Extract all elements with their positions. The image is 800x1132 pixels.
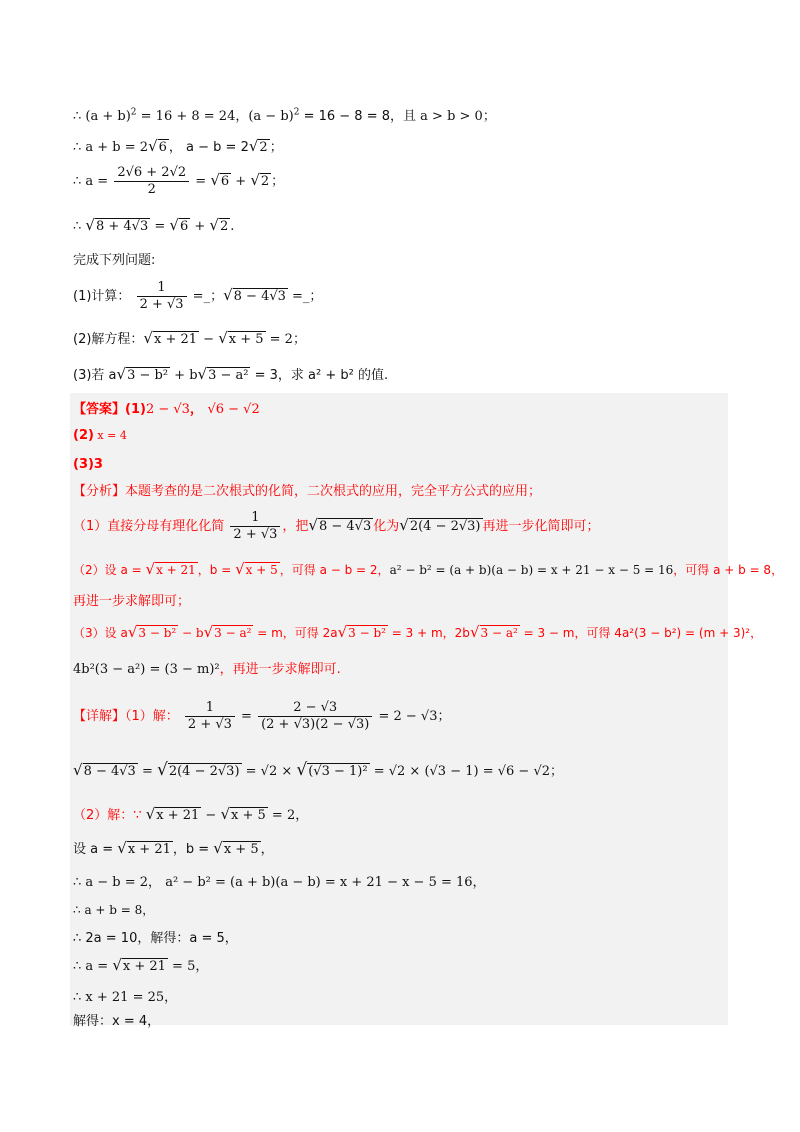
question-2: (2)解方程：√x + 21 − √x + 5 = 2； [73,329,306,347]
question-1: (1)计算： $\frac{1}{2 + √3}$ =_；√8 − 4√3 =_； [73,280,323,312]
detail-line-1: 【详解】（1）解： $\frac{1}{2 + √3}$ = $\frac{2 - √3}{(2 + √3)(2 - √3)}$ = 2 − √3； [73,700,451,732]
analysis-part-2-cont: 再进一步求解即可； [73,594,191,609]
detail-line-9: ∴ x + 21 = 25， [73,990,178,1005]
fraction: $\frac{1}{2 + √3}$ [137,280,187,313]
analysis-part-3: （3）设 a√3 − b² − b√3 − a² = m，可得 2a√3 − b² = 3 + m，2b√3 − a² = 3 − m，可得 4a²(3 − b²) = (m + 3)²， [73,623,763,641]
analysis-part-1: （1）直接分母有理化化简 $\frac{1}{2 + √3}$ ，把√8 − 4√3 化为√2(4 − 2√3) 再进一步化简即可； [73,510,600,542]
analysis-part-2: （2）设 a = √x + 21 ，b = √x + 5 ，可得 a − b = 2，a² − b² = (a + b)(a − b) = x + 21 − x − 5 = 16，可得 a + b = 8， [73,560,784,578]
detail-line-6: ∴ a + b = 8， [73,903,155,917]
detail-line-3: （2）解：∵ √x + 21 − √x + 5 = 2， [73,805,309,823]
fraction: $\frac{1}{2 + √3}$ [185,700,235,733]
detail-line-7: ∴ 2a = 10，解得：a = 5， [73,931,238,946]
derivation-line-3: ∴ a = $\frac{2√6 + 2√2}{2}$ = √6 + √2 ； [73,165,285,197]
question-3: (3)若 a√3 − b² + b√3 − a² = 3，求 a² + b² 的值. [73,365,389,383]
detail-line-8: ∴ a = √x + 21 = 5， [73,956,209,974]
fraction: $\frac{1}{2 + √3}$ [230,510,280,543]
answer-3: (3)3 [73,457,103,472]
analysis-part-3-cont: 4b²(3 − a²) = (3 − m)²，再进一步求解即可. [73,662,341,677]
derivation-line-4: ∴ √8 + 4√3 = √6 + √2 . [73,216,235,234]
derivation-line-2: ∴ a + b = 2√6 ， a − b = 2√2 ； [73,137,283,155]
detail-line-2: √8 − 4√3 = √2(4 − 2√3) = √2 × √(√3 − 1)² = √2 × (√3 − 1) = √6 − √2； [73,760,563,780]
answer-2: (2) x = 4 [73,428,127,443]
detail-line-4: 设 a = √x + 21 ，b = √x + 5 ， [73,839,274,857]
fraction: $\frac{2 - √3}{(2 + √3)(2 - √3)}$ [258,700,372,733]
answer-1: 【答案】(1)2 − √3， √6 − √2 [73,402,260,417]
question-intro: 完成下列问题: [73,253,156,268]
analysis-title: 【分析】本题考查的是二次根式的化简，二次根式的应用，完全平方公式的应用； [73,484,542,499]
detail-line-10: 解得：x = 4， [73,1014,161,1029]
fraction: $\frac{2√6 + 2√2}{2}$ [114,165,189,198]
derivation-line-1: ∴ $(a + b)^2 = 16 + 8 = 24$，$(a - b)^2 = 16 - 8 = 8$，且 a > b > 0； [73,107,496,124]
detail-line-5: ∴ a − b = 2， a² − b² = (a + b)(a − b) = x + 21 − x − 5 = 16， [73,875,486,890]
